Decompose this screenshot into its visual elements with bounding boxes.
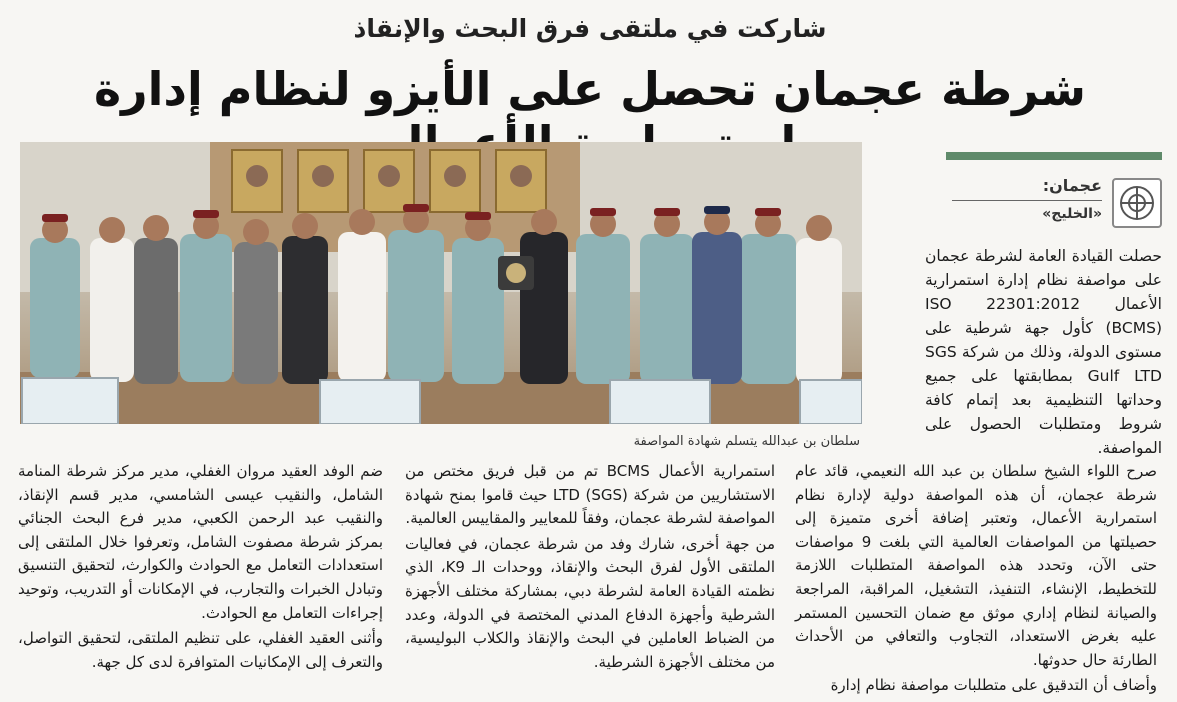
article-column-right xyxy=(795,460,1157,700)
source-city: عجمان: xyxy=(1042,176,1102,195)
source-paper: «الخليج» xyxy=(1042,206,1102,222)
photo-illustration xyxy=(20,142,862,424)
article-photo xyxy=(20,142,862,424)
paragraph: من جهة أخرى، شارك وفد من شرطة عجمان، في فعاليات الملتقى الأول لفرق البحث والإنقاذ، ووحدات الـ K9، الذي نظمته القيادة العامة لشرطة دبي، بمشاركة مختلف الأجهزة الشرطية وأجهزة الدفاع المدني المختصة في الدولة، وعدد من الضباط العاملين في البحث والإنقاذ والكلاب البوليسية، من مختلف الأجهزة الشرطية. xyxy=(405,534,775,671)
article-column-middle xyxy=(405,460,775,676)
article-headline: شرطة عجمان تحصل على الأيزو لنظام إدارة xyxy=(93,62,1087,116)
source-divider xyxy=(952,200,1102,201)
paragraph: صرح اللواء الشيخ سلطان بن عبد الله النعيمي، قائد عام شرطة عجمان، أن هذه المواصفة دولية لإدارة نظام استمرارية الأعمال، وتعتبر إضافة أخرى متميزة إلى حصيلتها من المواصفات العالمية التي بلغت 9 مواصفات حتى الآن، وتحدد هذه المواصفة المتطلبات اللازمة للتخطيط، الإنشاء، التنفيذ، التشغيل، المراقبة، المراجعة والصيانة لنظام إداري موثق مع ضمان التحسين المستمر عليه بغرض الاستعداد، التجاوب والتعافي من الأحداث الطارئة حال حدوثها. xyxy=(795,462,1157,669)
accent-rule xyxy=(946,152,1162,160)
paragraph: وأضاف أن التدقيق على متطلبات مواصفة نظام إدارة xyxy=(830,676,1157,695)
paragraph: ضم الوفد العقيد مروان الغفلي، مدير مركز شرطة المنامة الشامل، والنقيب عيسى الشامسي، مدير قسم الإنقاذ، والنقيب عبد الرحمن الكعبي، مدير فرع البحث الجنائي بمركز شرطة مصفوت الشامل، وتعرفوا خلال الملتقى إلى استعدادات التعامل مع الحوادث والكوارث، لتحقيق التنسيق وتبادل الخبرات والتجارب، في الإمكانات أو التدريب، وتوحيد إجراءات التعامل مع الحوادث. xyxy=(18,462,383,622)
article-intro: حصلت القيادة العامة لشرطة عجمان على مواصفة نظام إدارة استمرارية الأعمال ISO 22301:2012 (BCMS) كأول جهة شرطية على مستوى الدولة، وذلك من شركة SGS Gulf LTD بمطابقتها على جميع وحداتها التنظيمية بعد إتمام كافة شروط ومتطلبات الحصول على المواصفة. xyxy=(925,247,1162,457)
paragraph: وأثنى العقيد الغفلي، على تنظيم الملتقى، لتحقيق التواصل، والتعرف إلى الإمكانيات المتوافرة لدى كل جهة. xyxy=(18,629,383,671)
paragraph: استمرارية الأعمال BCMS تم من قبل فريق مختص من الاستشاريين من شركة (SGS) LTD حيث قاموا بمنح شهادة المواصفة لشرطة عجمان، وفقاً للمعايير والمقاييس العالمية. xyxy=(405,462,775,528)
article-kicker: شاركت في ملتقى فرق البحث والإنقاذ xyxy=(353,14,827,43)
ajman-police-emblem-icon xyxy=(1112,178,1162,228)
officers-group xyxy=(30,204,842,384)
article-column-left xyxy=(18,460,383,676)
source-dateline xyxy=(946,174,1162,230)
photo-caption: سلطان بن عبدالله يتسلم شهادة المواصفة xyxy=(633,434,860,449)
